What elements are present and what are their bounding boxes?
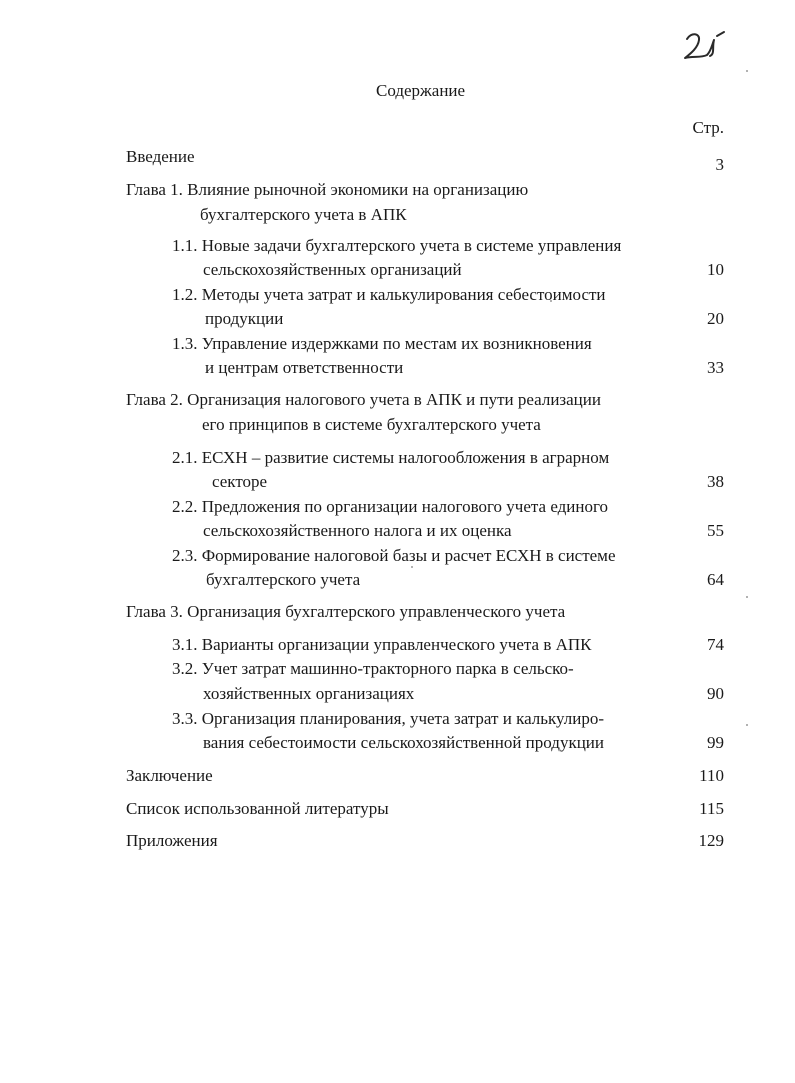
toc-chapter1-line2: бухгалтерского учета в АПК <box>200 205 407 224</box>
toc-section-3-3-page: 99 <box>707 733 724 752</box>
toc-section-1-2-line1: 1.2. Методы учета затрат и калькулирования себестоимости <box>172 285 606 304</box>
toc-section-2-2-page: 55 <box>707 521 724 540</box>
toc-section-1-3-line1: 1.3. Управление издержками по местам их возникновения <box>172 334 592 353</box>
toc-section-2-3-page: 64 <box>707 570 724 589</box>
toc-chapter2-line1: Глава 2. Организация налогового учета в АПК и пути реализации <box>126 390 601 409</box>
toc-section-3-2-line1: 3.2. Учет затрат машинно-тракторного парка в сельско- <box>172 659 574 678</box>
page-column-header: Стр. <box>692 118 724 137</box>
toc-section-2-1-page: 38 <box>707 472 724 491</box>
toc-section-3-3-line2: вания себестоимости сельскохозяйственной продукции <box>203 733 604 752</box>
toc-appendices-page: 129 <box>698 831 724 850</box>
toc-section-3-1-page: 74 <box>707 635 724 654</box>
toc-section-1-1-line2: сельскохозяйственных организаций <box>203 260 462 279</box>
toc-section-2-1-line2: секторе <box>212 472 268 491</box>
toc-references: Список использованной литературы <box>126 799 389 818</box>
handwritten-page-number <box>681 30 727 64</box>
scan-speck <box>746 70 748 72</box>
toc-section-1-3-line2: и центрам ответственности <box>205 358 404 377</box>
toc-section-2-2-line2: сельскохозяйственного налога и их оценка <box>203 521 512 540</box>
toc-section-2-3-line1: 2.3. Формирование налоговой базы и расчет ЕСХН в системе <box>172 546 616 565</box>
toc-section-3-1-line1: 3.1. Варианты организации управленческого учета в АПК <box>172 635 592 654</box>
toc-conclusion-page: 110 <box>699 766 724 785</box>
toc-conclusion: Заключение <box>126 766 213 785</box>
scan-speck <box>746 724 748 726</box>
scan-speck <box>411 566 413 568</box>
toc-chapter1-line1: Глава 1. Влияние рыночной экономики на организацию <box>126 180 529 199</box>
toc-section-3-3-line1: 3.3. Организация планирования, учета затрат и калькулиро- <box>172 709 605 728</box>
toc-section-2-3-line2: бухгалтерского учета <box>206 570 361 589</box>
toc-appendices: Приложения <box>126 831 218 850</box>
toc-section-3-2-line2: хозяйственных организациях <box>203 684 415 703</box>
toc-section-3-2-page: 90 <box>707 684 724 703</box>
toc-section-1-2-line2: продукции <box>205 309 284 328</box>
toc-chapter3-line1: Глава 3. Организация бухгалтерского управленческого учета <box>126 602 566 621</box>
toc-introduction-page: 3 <box>715 155 724 174</box>
toc-section-1-3-page: 33 <box>707 358 724 377</box>
toc-section-2-2-line1: 2.2. Предложения по организации налогового учета единого <box>172 497 609 516</box>
toc-section-1-1-page: 10 <box>707 260 724 279</box>
toc-introduction: Введение <box>126 147 195 166</box>
page-title: Содержание <box>376 81 466 100</box>
toc-section-2-1-line1: 2.1. ЕСХН – развитие системы налогообложения в аграрном <box>172 448 610 467</box>
scan-speck <box>746 596 748 598</box>
toc-section-1-2-page: 20 <box>707 309 724 328</box>
toc-references-page: 115 <box>699 799 724 818</box>
toc-section-1-1-line1: 1.1. Новые задачи бухгалтерского учета в системе управления <box>172 236 622 255</box>
toc-chapter2-line2: его принципов в системе бухгалтерского учета <box>202 415 541 434</box>
